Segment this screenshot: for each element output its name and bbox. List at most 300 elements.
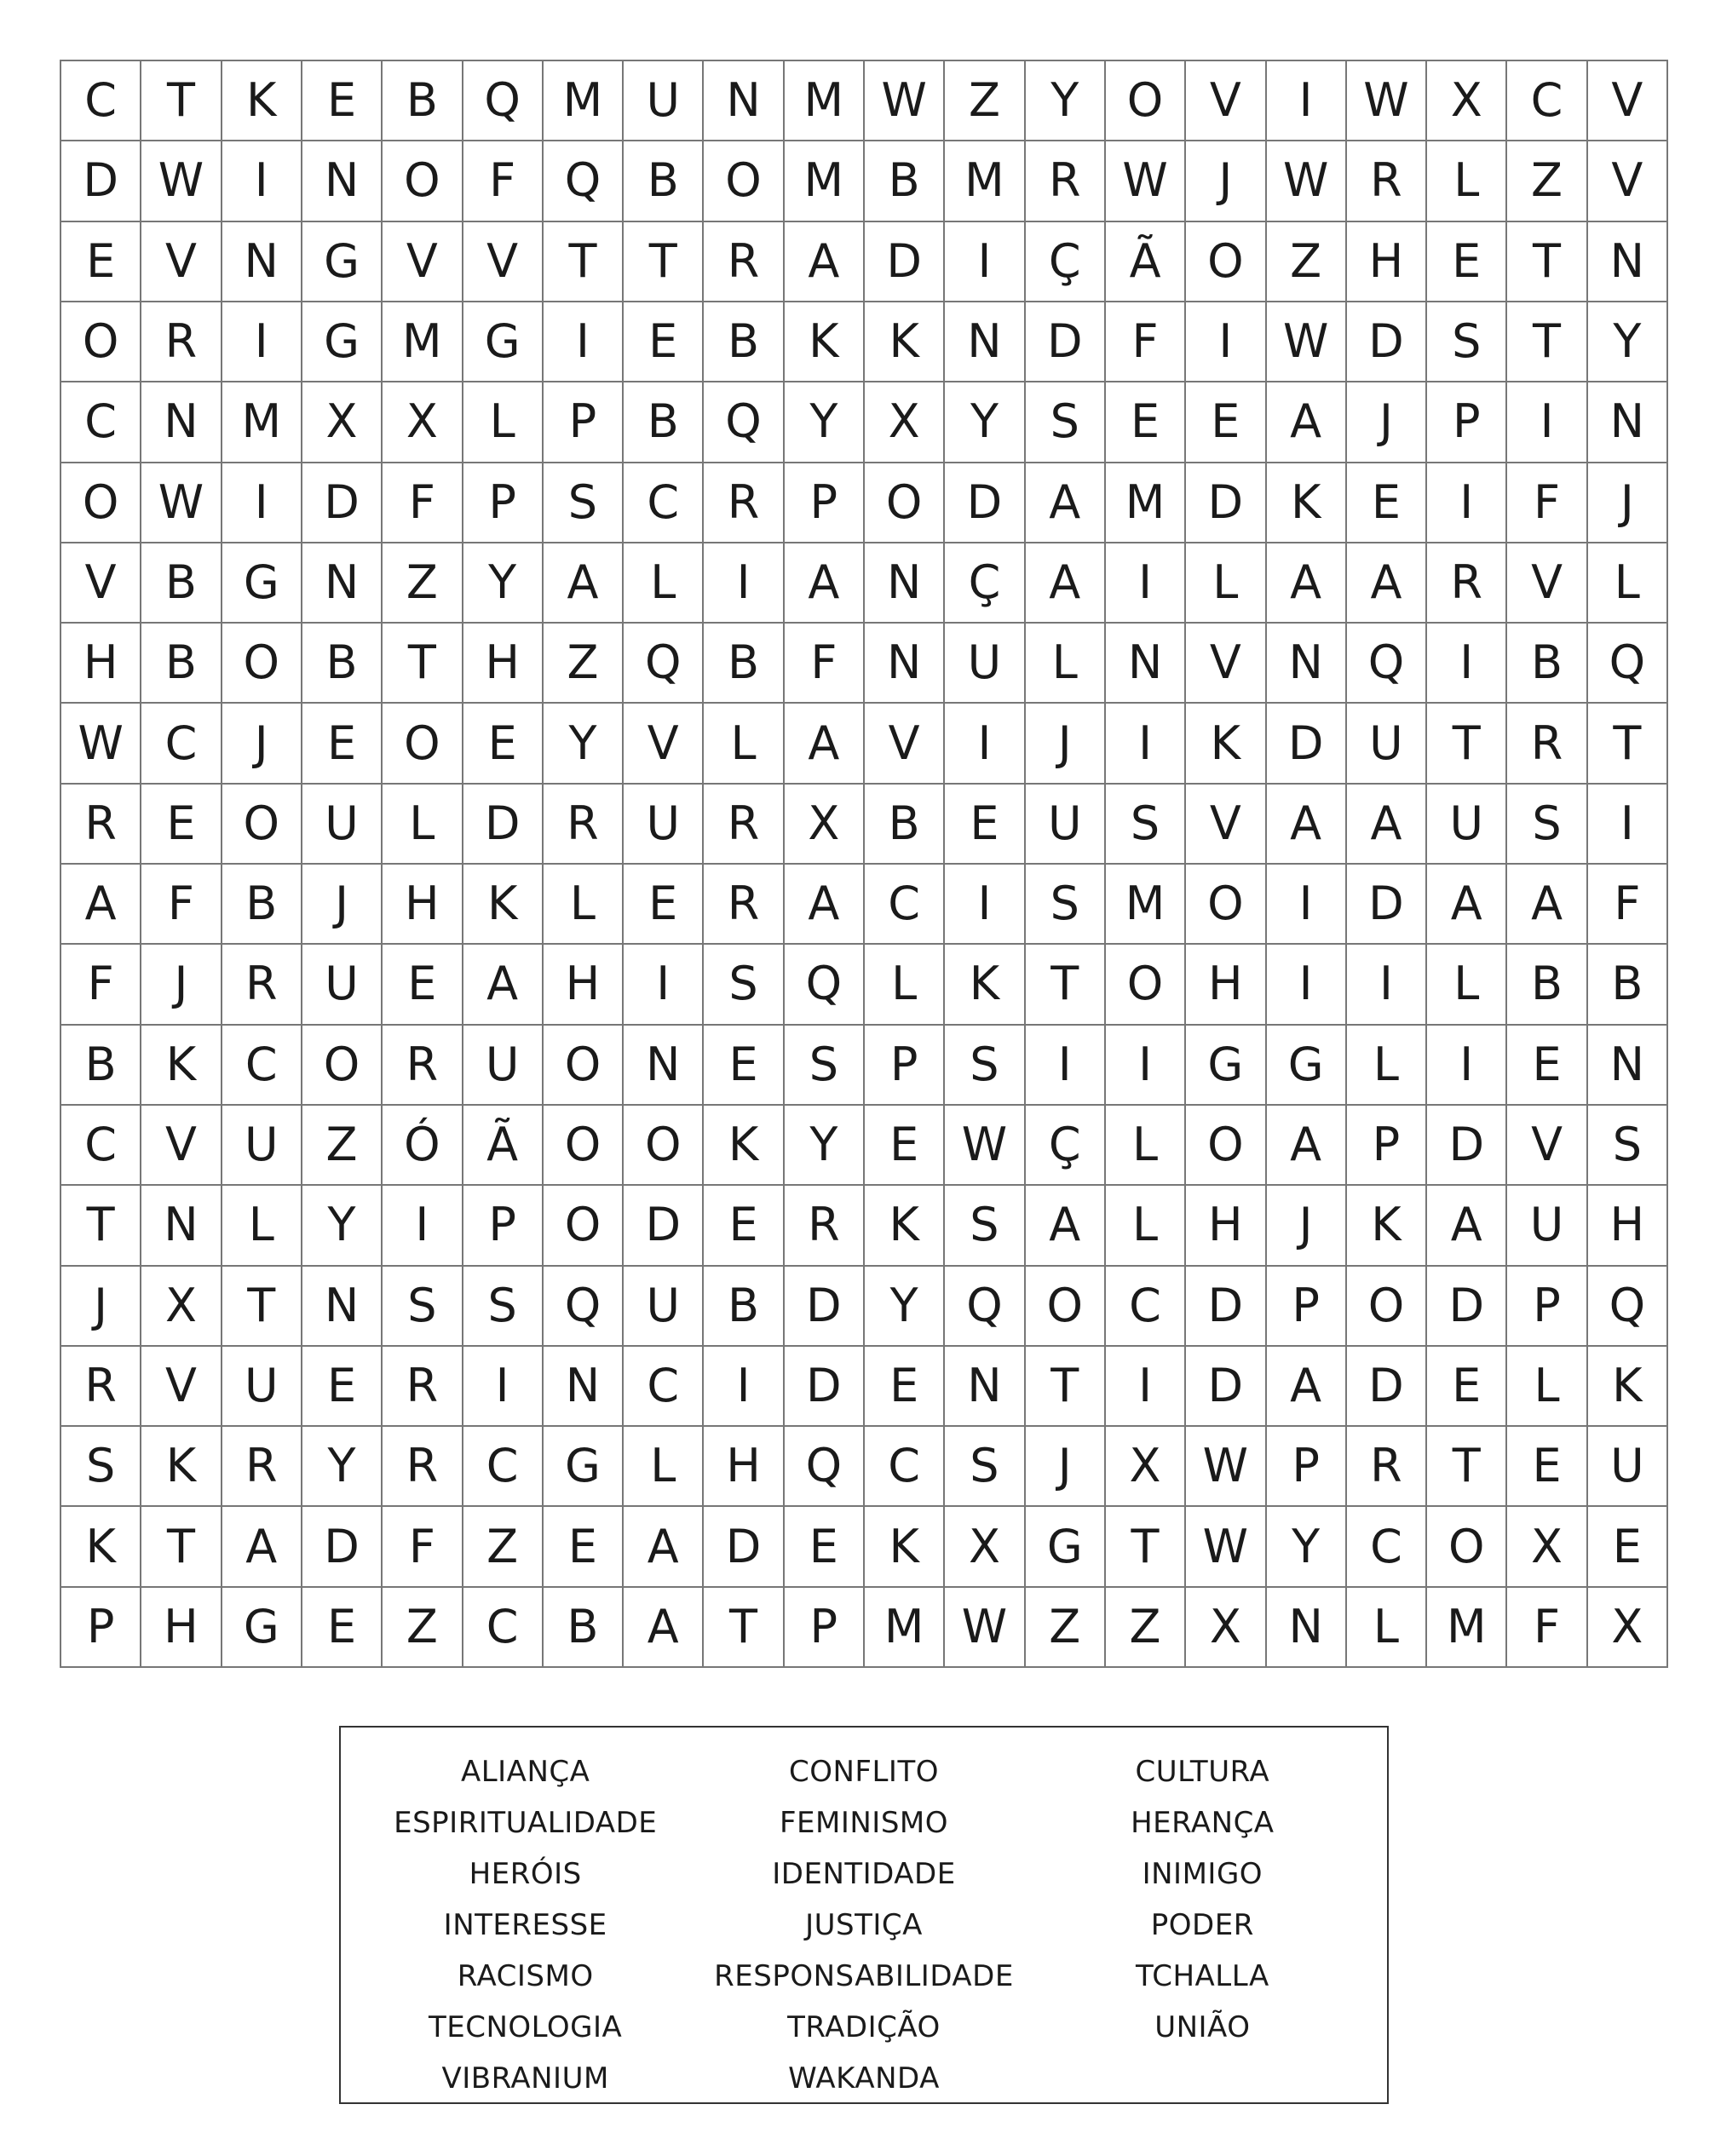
grid-cell[interactable]: U — [1427, 785, 1507, 865]
grid-cell[interactable]: P — [785, 463, 865, 543]
grid-cell[interactable]: A — [1267, 1106, 1347, 1186]
grid-cell[interactable]: U — [1026, 785, 1106, 865]
grid-cell[interactable]: L — [383, 785, 463, 865]
grid-cell[interactable]: Y — [302, 1186, 383, 1266]
grid-cell[interactable]: N — [1106, 624, 1186, 704]
grid-cell[interactable]: H — [141, 1588, 222, 1668]
grid-cell[interactable]: T — [544, 222, 624, 302]
grid-cell[interactable]: U — [945, 624, 1025, 704]
grid-cell[interactable]: X — [785, 785, 865, 865]
grid-cell[interactable]: Y — [945, 382, 1025, 463]
grid-cell[interactable]: O — [704, 141, 784, 221]
grid-cell[interactable]: A — [1267, 382, 1347, 463]
grid-cell[interactable]: Y — [1026, 61, 1106, 141]
grid-cell[interactable]: X — [1507, 1507, 1587, 1587]
grid-cell[interactable]: B — [704, 624, 784, 704]
grid-cell[interactable]: A — [785, 543, 865, 624]
grid-cell[interactable]: U — [222, 1106, 302, 1186]
grid-cell[interactable]: P — [544, 382, 624, 463]
grid-cell[interactable]: W — [1347, 61, 1427, 141]
grid-cell[interactable]: I — [1588, 785, 1668, 865]
grid-cell[interactable]: E — [1507, 1427, 1587, 1507]
grid-cell[interactable]: I — [704, 1347, 784, 1427]
grid-cell[interactable]: I — [1267, 61, 1347, 141]
grid-cell[interactable]: G — [222, 543, 302, 624]
grid-cell[interactable]: K — [704, 1106, 784, 1186]
grid-cell[interactable]: X — [302, 382, 383, 463]
grid-cell[interactable]: I — [1427, 624, 1507, 704]
grid-cell[interactable]: N — [1588, 1026, 1668, 1106]
grid-cell[interactable]: Z — [945, 61, 1025, 141]
grid-cell[interactable]: O — [624, 1106, 704, 1186]
grid-cell[interactable]: E — [1507, 1026, 1587, 1106]
grid-cell[interactable]: Z — [544, 624, 624, 704]
grid-cell[interactable]: I — [945, 865, 1025, 945]
grid-cell[interactable]: L — [222, 1186, 302, 1266]
grid-cell[interactable]: A — [1427, 1186, 1507, 1266]
grid-cell[interactable]: H — [1186, 945, 1266, 1025]
grid-cell[interactable]: B — [141, 624, 222, 704]
grid-cell[interactable]: O — [544, 1026, 624, 1106]
grid-cell[interactable]: R — [1347, 1427, 1427, 1507]
grid-cell[interactable]: W — [1186, 1427, 1266, 1507]
grid-cell[interactable]: A — [1026, 1186, 1106, 1266]
grid-cell[interactable]: N — [624, 1026, 704, 1106]
grid-cell[interactable]: G — [1186, 1026, 1266, 1106]
grid-cell[interactable]: D — [1186, 463, 1266, 543]
grid-cell[interactable]: U — [1588, 1427, 1668, 1507]
grid-cell[interactable]: C — [1347, 1507, 1427, 1587]
grid-cell[interactable]: S — [1026, 382, 1106, 463]
grid-cell[interactable]: I — [463, 1347, 544, 1427]
grid-cell[interactable]: E — [624, 302, 704, 382]
grid-cell[interactable]: F — [1588, 865, 1668, 945]
grid-cell[interactable]: H — [1347, 222, 1427, 302]
grid-cell[interactable]: Ã — [463, 1106, 544, 1186]
grid-cell[interactable]: P — [463, 1186, 544, 1266]
grid-cell[interactable]: V — [1588, 61, 1668, 141]
grid-cell[interactable]: A — [624, 1588, 704, 1668]
grid-cell[interactable]: K — [865, 302, 945, 382]
grid-cell[interactable]: E — [302, 1588, 383, 1668]
grid-cell[interactable]: M — [1106, 463, 1186, 543]
grid-cell[interactable]: O — [1347, 1267, 1427, 1347]
grid-cell[interactable]: B — [302, 624, 383, 704]
grid-cell[interactable]: N — [1588, 382, 1668, 463]
grid-cell[interactable]: N — [222, 222, 302, 302]
grid-cell[interactable]: G — [302, 302, 383, 382]
grid-cell[interactable]: O — [61, 463, 141, 543]
grid-cell[interactable]: D — [1427, 1267, 1507, 1347]
grid-cell[interactable]: C — [463, 1427, 544, 1507]
grid-cell[interactable]: B — [1507, 945, 1587, 1025]
grid-cell[interactable]: I — [222, 141, 302, 221]
grid-cell[interactable]: S — [1026, 865, 1106, 945]
grid-cell[interactable]: F — [61, 945, 141, 1025]
grid-cell[interactable]: E — [1427, 222, 1507, 302]
grid-cell[interactable]: R — [544, 785, 624, 865]
grid-cell[interactable]: W — [945, 1588, 1025, 1668]
grid-cell[interactable]: Z — [383, 1588, 463, 1668]
grid-cell[interactable]: S — [945, 1427, 1025, 1507]
grid-cell[interactable]: E — [544, 1507, 624, 1587]
grid-cell[interactable]: E — [704, 1186, 784, 1266]
grid-cell[interactable]: O — [544, 1106, 624, 1186]
grid-cell[interactable]: I — [704, 543, 784, 624]
grid-cell[interactable]: V — [61, 543, 141, 624]
grid-cell[interactable]: U — [624, 1267, 704, 1347]
grid-cell[interactable]: O — [1427, 1507, 1507, 1587]
grid-cell[interactable]: M — [785, 61, 865, 141]
grid-cell[interactable]: J — [61, 1267, 141, 1347]
grid-cell[interactable]: V — [383, 222, 463, 302]
grid-cell[interactable]: C — [865, 865, 945, 945]
grid-cell[interactable]: L — [1427, 945, 1507, 1025]
grid-cell[interactable]: A — [785, 704, 865, 784]
grid-cell[interactable]: P — [785, 1588, 865, 1668]
grid-cell[interactable]: B — [383, 61, 463, 141]
grid-cell[interactable]: R — [704, 785, 784, 865]
grid-cell[interactable]: L — [1347, 1026, 1427, 1106]
grid-cell[interactable]: E — [1186, 382, 1266, 463]
grid-cell[interactable]: O — [383, 141, 463, 221]
grid-cell[interactable]: L — [704, 704, 784, 784]
grid-cell[interactable]: O — [222, 624, 302, 704]
grid-cell[interactable]: T — [141, 1507, 222, 1587]
grid-cell[interactable]: U — [624, 61, 704, 141]
grid-cell[interactable]: R — [1026, 141, 1106, 221]
grid-cell[interactable]: N — [302, 141, 383, 221]
grid-cell[interactable]: D — [1186, 1267, 1266, 1347]
grid-cell[interactable]: A — [463, 945, 544, 1025]
grid-cell[interactable]: D — [1186, 1347, 1266, 1427]
grid-cell[interactable]: Y — [1588, 302, 1668, 382]
grid-cell[interactable]: K — [1588, 1347, 1668, 1427]
grid-cell[interactable]: T — [1427, 704, 1507, 784]
grid-cell[interactable]: S — [704, 945, 784, 1025]
grid-cell[interactable]: N — [141, 382, 222, 463]
grid-cell[interactable]: S — [945, 1026, 1025, 1106]
grid-cell[interactable]: M — [785, 141, 865, 221]
grid-cell[interactable]: C — [61, 1106, 141, 1186]
grid-cell[interactable]: T — [1507, 222, 1587, 302]
grid-cell[interactable]: L — [624, 543, 704, 624]
grid-cell[interactable]: N — [1267, 624, 1347, 704]
grid-cell[interactable]: K — [785, 302, 865, 382]
grid-cell[interactable]: L — [1507, 1347, 1587, 1427]
grid-cell[interactable]: S — [785, 1026, 865, 1106]
grid-cell[interactable]: T — [704, 1588, 784, 1668]
grid-cell[interactable]: X — [141, 1267, 222, 1347]
grid-cell[interactable]: R — [383, 1026, 463, 1106]
grid-cell[interactable]: W — [865, 61, 945, 141]
grid-cell[interactable]: R — [704, 463, 784, 543]
grid-cell[interactable]: O — [1186, 1106, 1266, 1186]
grid-cell[interactable]: Z — [302, 1106, 383, 1186]
grid-cell[interactable]: X — [383, 382, 463, 463]
grid-cell[interactable]: I — [544, 302, 624, 382]
grid-cell[interactable]: H — [1186, 1186, 1266, 1266]
grid-cell[interactable]: K — [463, 865, 544, 945]
grid-cell[interactable]: V — [1186, 61, 1266, 141]
grid-cell[interactable]: M — [1427, 1588, 1507, 1668]
grid-cell[interactable]: A — [1267, 543, 1347, 624]
grid-cell[interactable]: A — [785, 865, 865, 945]
grid-cell[interactable]: A — [1026, 543, 1106, 624]
grid-cell[interactable]: U — [463, 1026, 544, 1106]
grid-cell[interactable]: R — [383, 1427, 463, 1507]
grid-cell[interactable]: U — [1347, 704, 1427, 784]
grid-cell[interactable]: W — [61, 704, 141, 784]
grid-cell[interactable]: P — [1267, 1427, 1347, 1507]
grid-cell[interactable]: V — [1507, 1106, 1587, 1186]
grid-cell[interactable]: R — [141, 302, 222, 382]
grid-cell[interactable]: Q — [1588, 624, 1668, 704]
grid-cell[interactable]: D — [61, 141, 141, 221]
grid-cell[interactable]: E — [383, 945, 463, 1025]
grid-cell[interactable]: U — [222, 1347, 302, 1427]
grid-cell[interactable]: I — [1267, 945, 1347, 1025]
grid-cell[interactable]: H — [1588, 1186, 1668, 1266]
grid-cell[interactable]: T — [1507, 302, 1587, 382]
grid-cell[interactable]: H — [61, 624, 141, 704]
grid-cell[interactable]: J — [1026, 704, 1106, 784]
grid-cell[interactable]: E — [1588, 1507, 1668, 1587]
grid-cell[interactable]: M — [865, 1588, 945, 1668]
grid-cell[interactable]: L — [1106, 1186, 1186, 1266]
grid-cell[interactable]: Y — [302, 1427, 383, 1507]
grid-cell[interactable]: O — [302, 1026, 383, 1106]
grid-cell[interactable]: B — [704, 302, 784, 382]
grid-cell[interactable]: O — [1106, 61, 1186, 141]
grid-cell[interactable]: C — [141, 704, 222, 784]
grid-cell[interactable]: B — [624, 382, 704, 463]
grid-cell[interactable]: I — [1106, 1347, 1186, 1427]
grid-cell[interactable]: Q — [785, 1427, 865, 1507]
grid-cell[interactable]: X — [1186, 1588, 1266, 1668]
grid-cell[interactable]: D — [945, 463, 1025, 543]
grid-cell[interactable]: W — [1186, 1507, 1266, 1587]
grid-cell[interactable]: X — [1427, 61, 1507, 141]
grid-cell[interactable]: E — [302, 1347, 383, 1427]
grid-cell[interactable]: K — [1186, 704, 1266, 784]
grid-cell[interactable]: C — [624, 1347, 704, 1427]
grid-cell[interactable]: F — [463, 141, 544, 221]
grid-cell[interactable]: W — [1267, 302, 1347, 382]
grid-cell[interactable]: L — [1588, 543, 1668, 624]
grid-cell[interactable]: P — [463, 463, 544, 543]
grid-cell[interactable]: J — [1267, 1186, 1347, 1266]
grid-cell[interactable]: A — [61, 865, 141, 945]
grid-cell[interactable]: D — [302, 1507, 383, 1587]
grid-cell[interactable]: W — [141, 463, 222, 543]
grid-cell[interactable]: N — [945, 302, 1025, 382]
grid-cell[interactable]: W — [1267, 141, 1347, 221]
grid-cell[interactable]: C — [463, 1588, 544, 1668]
grid-cell[interactable]: Q — [945, 1267, 1025, 1347]
grid-cell[interactable]: O — [1186, 865, 1266, 945]
grid-cell[interactable]: I — [1427, 1026, 1507, 1106]
grid-cell[interactable]: R — [61, 1347, 141, 1427]
grid-cell[interactable]: Q — [463, 61, 544, 141]
grid-cell[interactable]: T — [1588, 704, 1668, 784]
grid-cell[interactable]: N — [945, 1347, 1025, 1427]
grid-cell[interactable]: R — [61, 785, 141, 865]
grid-cell[interactable]: X — [1106, 1427, 1186, 1507]
grid-cell[interactable]: D — [302, 463, 383, 543]
grid-cell[interactable]: C — [1106, 1267, 1186, 1347]
grid-cell[interactable]: U — [302, 785, 383, 865]
grid-cell[interactable]: F — [141, 865, 222, 945]
grid-cell[interactable]: N — [302, 1267, 383, 1347]
grid-cell[interactable]: E — [865, 1106, 945, 1186]
grid-cell[interactable]: A — [624, 1507, 704, 1587]
grid-cell[interactable]: D — [865, 222, 945, 302]
grid-cell[interactable]: A — [1427, 865, 1507, 945]
grid-cell[interactable]: Ç — [1026, 1106, 1106, 1186]
grid-cell[interactable]: X — [945, 1507, 1025, 1587]
grid-cell[interactable]: N — [1267, 1588, 1347, 1668]
grid-cell[interactable]: C — [61, 61, 141, 141]
grid-cell[interactable]: Q — [1347, 624, 1427, 704]
grid-cell[interactable]: S — [383, 1267, 463, 1347]
grid-cell[interactable]: R — [704, 865, 784, 945]
grid-cell[interactable]: E — [302, 61, 383, 141]
grid-cell[interactable]: K — [865, 1507, 945, 1587]
grid-cell[interactable]: U — [1507, 1186, 1587, 1266]
grid-cell[interactable]: E — [61, 222, 141, 302]
grid-cell[interactable]: L — [544, 865, 624, 945]
grid-cell[interactable]: Y — [463, 543, 544, 624]
grid-cell[interactable]: Q — [1588, 1267, 1668, 1347]
grid-cell[interactable]: N — [704, 61, 784, 141]
grid-cell[interactable]: L — [1106, 1106, 1186, 1186]
grid-cell[interactable]: R — [1347, 141, 1427, 221]
grid-cell[interactable]: E — [1347, 463, 1427, 543]
grid-cell[interactable]: J — [222, 704, 302, 784]
grid-cell[interactable]: B — [624, 141, 704, 221]
grid-cell[interactable]: M — [383, 302, 463, 382]
grid-cell[interactable]: Z — [1267, 222, 1347, 302]
grid-cell[interactable]: D — [1347, 865, 1427, 945]
grid-cell[interactable]: G — [1267, 1026, 1347, 1106]
grid-cell[interactable]: B — [61, 1026, 141, 1106]
grid-cell[interactable]: N — [302, 543, 383, 624]
grid-cell[interactable]: A — [785, 222, 865, 302]
grid-cell[interactable]: H — [463, 624, 544, 704]
grid-cell[interactable]: I — [624, 945, 704, 1025]
grid-cell[interactable]: V — [1186, 624, 1266, 704]
grid-cell[interactable]: L — [463, 382, 544, 463]
grid-cell[interactable]: J — [1026, 1427, 1106, 1507]
grid-cell[interactable]: R — [1427, 543, 1507, 624]
grid-cell[interactable]: A — [1267, 785, 1347, 865]
grid-cell[interactable]: Z — [1026, 1588, 1106, 1668]
grid-cell[interactable]: F — [1507, 463, 1587, 543]
grid-cell[interactable]: Q — [785, 945, 865, 1025]
grid-cell[interactable]: F — [383, 463, 463, 543]
grid-cell[interactable]: B — [1588, 945, 1668, 1025]
grid-cell[interactable]: I — [945, 704, 1025, 784]
grid-cell[interactable]: W — [945, 1106, 1025, 1186]
grid-cell[interactable]: D — [1427, 1106, 1507, 1186]
grid-cell[interactable]: E — [141, 785, 222, 865]
grid-cell[interactable]: G — [1026, 1507, 1106, 1587]
grid-cell[interactable]: H — [704, 1427, 784, 1507]
grid-cell[interactable]: C — [61, 382, 141, 463]
grid-cell[interactable]: P — [865, 1026, 945, 1106]
grid-cell[interactable]: Ç — [1026, 222, 1106, 302]
grid-cell[interactable]: T — [1427, 1427, 1507, 1507]
grid-cell[interactable]: T — [1026, 1347, 1106, 1427]
grid-cell[interactable]: I — [1267, 865, 1347, 945]
grid-cell[interactable]: P — [61, 1588, 141, 1668]
grid-cell[interactable]: D — [785, 1347, 865, 1427]
grid-cell[interactable]: E — [945, 785, 1025, 865]
grid-cell[interactable]: D — [624, 1186, 704, 1266]
grid-cell[interactable]: E — [785, 1507, 865, 1587]
grid-cell[interactable]: H — [383, 865, 463, 945]
grid-cell[interactable]: A — [1026, 463, 1106, 543]
grid-cell[interactable]: O — [61, 302, 141, 382]
grid-cell[interactable]: X — [865, 382, 945, 463]
grid-cell[interactable]: O — [383, 704, 463, 784]
grid-cell[interactable]: V — [624, 704, 704, 784]
grid-cell[interactable]: R — [383, 1347, 463, 1427]
grid-cell[interactable]: D — [1267, 704, 1347, 784]
grid-cell[interactable]: B — [704, 1267, 784, 1347]
grid-cell[interactable]: Q — [544, 1267, 624, 1347]
grid-cell[interactable]: I — [1106, 1026, 1186, 1106]
grid-cell[interactable]: J — [141, 945, 222, 1025]
grid-cell[interactable]: D — [785, 1267, 865, 1347]
grid-cell[interactable]: E — [624, 865, 704, 945]
grid-cell[interactable]: I — [1106, 543, 1186, 624]
grid-cell[interactable]: K — [61, 1507, 141, 1587]
grid-cell[interactable]: A — [1267, 1347, 1347, 1427]
grid-cell[interactable]: B — [865, 141, 945, 221]
grid-cell[interactable]: D — [1347, 302, 1427, 382]
grid-cell[interactable]: J — [1347, 382, 1427, 463]
grid-cell[interactable]: N — [865, 543, 945, 624]
grid-cell[interactable]: B — [544, 1588, 624, 1668]
grid-cell[interactable]: S — [1427, 302, 1507, 382]
grid-cell[interactable]: L — [1347, 1588, 1427, 1668]
grid-cell[interactable]: C — [624, 463, 704, 543]
grid-cell[interactable]: E — [704, 1026, 784, 1106]
grid-cell[interactable]: A — [544, 543, 624, 624]
grid-cell[interactable]: N — [141, 1186, 222, 1266]
grid-cell[interactable]: R — [222, 1427, 302, 1507]
grid-cell[interactable]: T — [61, 1186, 141, 1266]
grid-cell[interactable]: E — [1106, 382, 1186, 463]
grid-cell[interactable]: R — [1507, 704, 1587, 784]
grid-cell[interactable]: Q — [704, 382, 784, 463]
grid-cell[interactable]: F — [785, 624, 865, 704]
grid-cell[interactable]: S — [945, 1186, 1025, 1266]
grid-cell[interactable]: A — [1347, 543, 1427, 624]
grid-cell[interactable]: C — [865, 1427, 945, 1507]
grid-cell[interactable]: V — [141, 1347, 222, 1427]
grid-cell[interactable]: I — [1186, 302, 1266, 382]
grid-cell[interactable]: M — [945, 141, 1025, 221]
grid-cell[interactable]: Y — [865, 1267, 945, 1347]
grid-cell[interactable]: L — [865, 945, 945, 1025]
grid-cell[interactable]: Ó — [383, 1106, 463, 1186]
grid-cell[interactable]: Ç — [945, 543, 1025, 624]
grid-cell[interactable]: Z — [463, 1507, 544, 1587]
grid-cell[interactable]: E — [865, 1347, 945, 1427]
